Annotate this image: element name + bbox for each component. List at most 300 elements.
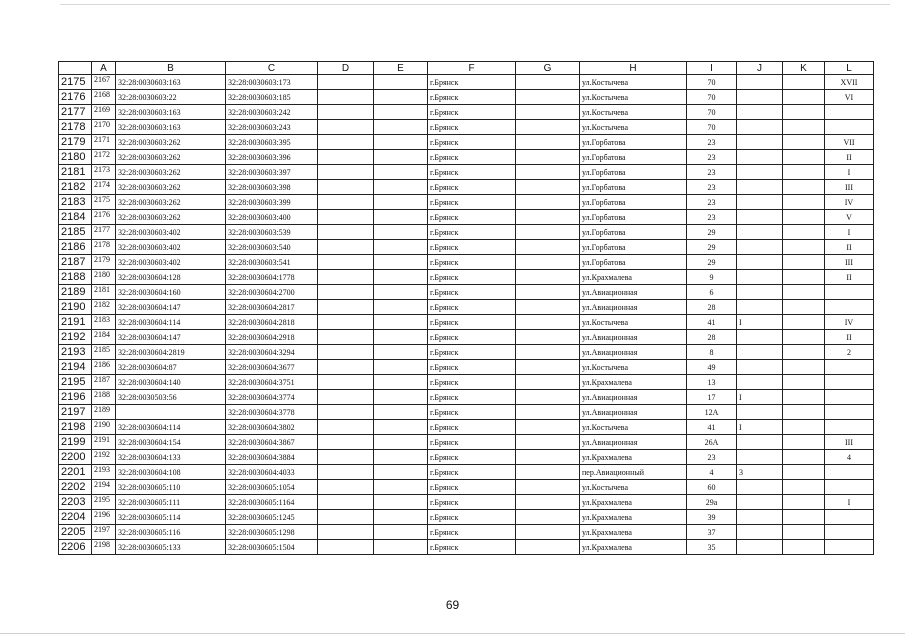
cell-l: [825, 285, 874, 300]
cell-e: [374, 450, 428, 465]
cell-f: г.Брянск: [428, 120, 516, 135]
table-row: [59, 330, 874, 345]
cell-e: [374, 270, 428, 285]
table-row: [59, 120, 874, 135]
cell-g: [516, 150, 580, 165]
row-number: 2192: [59, 330, 92, 345]
table-row: [59, 240, 874, 255]
cell-f: г.Брянск: [428, 150, 516, 165]
cell-j: [737, 495, 783, 510]
cell-c: 32:28:0030604:3751: [226, 375, 318, 390]
cell-i: 39: [687, 510, 737, 525]
row-number: 2175: [59, 75, 92, 90]
cell-f: г.Брянск: [428, 300, 516, 315]
cell-f: г.Брянск: [428, 270, 516, 285]
cell-h: ул.Крахмалева: [580, 375, 687, 390]
cell-a: 2179: [92, 255, 116, 270]
cell-c: 32:28:0030603:541: [226, 255, 318, 270]
cell-c: 32:28:0030603:397: [226, 165, 318, 180]
table-row: [59, 435, 874, 450]
cell-g: [516, 75, 580, 90]
table-row: [59, 420, 874, 435]
cell-k: [783, 540, 825, 555]
cell-e: [374, 165, 428, 180]
cell-g: [516, 135, 580, 150]
cell-b: 32:28:0030603:402: [116, 240, 226, 255]
cell-k: [783, 255, 825, 270]
table-row: [59, 180, 874, 195]
cell-h: ул.Горбатова: [580, 165, 687, 180]
cell-g: [516, 315, 580, 330]
column-header-i: I: [687, 62, 737, 75]
cell-k: [783, 420, 825, 435]
table-row: [59, 495, 874, 510]
cell-i: 23: [687, 210, 737, 225]
cell-j: [737, 450, 783, 465]
cell-l: VII: [825, 135, 874, 150]
cell-j: [737, 180, 783, 195]
cell-k: [783, 450, 825, 465]
cell-e: [374, 390, 428, 405]
cell-i: 9: [687, 270, 737, 285]
cell-d: [318, 150, 374, 165]
cell-e: [374, 240, 428, 255]
table-row: [59, 375, 874, 390]
cell-d: [318, 195, 374, 210]
cell-b: 32:28:0030604:147: [116, 330, 226, 345]
cell-g: [516, 210, 580, 225]
cell-k: [783, 360, 825, 375]
row-number: 2188: [59, 270, 92, 285]
cell-e: [374, 210, 428, 225]
cell-d: [318, 270, 374, 285]
cell-e: [374, 480, 428, 495]
cell-c: 32:28:0030604:2817: [226, 300, 318, 315]
cell-d: [318, 405, 374, 420]
cell-j: [737, 330, 783, 345]
cell-g: [516, 285, 580, 300]
cell-l: IV: [825, 315, 874, 330]
row-number: 2205: [59, 525, 92, 540]
cell-a: 2177: [92, 225, 116, 240]
cell-b: 32:28:0030604:154: [116, 435, 226, 450]
cell-e: [374, 135, 428, 150]
cell-j: [737, 165, 783, 180]
table-row: [59, 195, 874, 210]
cell-f: г.Брянск: [428, 255, 516, 270]
cell-c: 32:28:0030604:3778: [226, 405, 318, 420]
cell-d: [318, 495, 374, 510]
cell-f: г.Брянск: [428, 390, 516, 405]
cell-c: 32:28:0030605:1298: [226, 525, 318, 540]
cell-h: ул.Горбатова: [580, 150, 687, 165]
cell-c: 32:28:0030604:3677: [226, 360, 318, 375]
cell-a: 2197: [92, 525, 116, 540]
cell-a: 2185: [92, 345, 116, 360]
cell-k: [783, 330, 825, 345]
cell-c: 32:28:0030604:3774: [226, 390, 318, 405]
cell-b: 32:28:0030603:22: [116, 90, 226, 105]
cell-g: [516, 165, 580, 180]
cell-f: г.Брянск: [428, 375, 516, 390]
cell-a: 2188: [92, 390, 116, 405]
cell-k: [783, 240, 825, 255]
cell-b: 32:28:0030604:2819: [116, 345, 226, 360]
row-number: 2201: [59, 465, 92, 480]
cell-d: [318, 180, 374, 195]
cell-h: ул.Крахмалева: [580, 450, 687, 465]
cell-c: 32:28:0030604:2918: [226, 330, 318, 345]
row-number: 2176: [59, 90, 92, 105]
cell-l: [825, 300, 874, 315]
cell-h: ул.Авиационная: [580, 345, 687, 360]
cell-d: [318, 420, 374, 435]
row-number: 2203: [59, 495, 92, 510]
column-header-b: B: [116, 62, 226, 75]
cell-a: 2182: [92, 300, 116, 315]
cell-f: г.Брянск: [428, 330, 516, 345]
cell-k: [783, 390, 825, 405]
page-number: 69: [445, 598, 460, 612]
cell-h: ул.Горбатова: [580, 210, 687, 225]
cell-b: 32:28:0030605:116: [116, 525, 226, 540]
cell-c: 32:28:0030603:395: [226, 135, 318, 150]
bottom-rule: [0, 633, 905, 634]
cell-g: [516, 465, 580, 480]
cell-f: г.Брянск: [428, 540, 516, 555]
cell-h: ул.Костычева: [580, 120, 687, 135]
cell-a: 2181: [92, 285, 116, 300]
cell-h: ул.Авиационная: [580, 405, 687, 420]
cell-b: 32:28:0030605:133: [116, 540, 226, 555]
cell-e: [374, 120, 428, 135]
cell-j: 3: [737, 465, 783, 480]
cell-h: ул.Горбатова: [580, 195, 687, 210]
row-number: 2183: [59, 195, 92, 210]
cell-j: [737, 90, 783, 105]
cell-d: [318, 525, 374, 540]
cell-j: [737, 375, 783, 390]
cell-k: [783, 345, 825, 360]
cell-a: 2172: [92, 150, 116, 165]
cell-g: [516, 90, 580, 105]
cell-d: [318, 465, 374, 480]
cell-e: [374, 330, 428, 345]
cell-k: [783, 105, 825, 120]
cell-e: [374, 180, 428, 195]
column-header-e: E: [374, 62, 428, 75]
cell-h: ул.Костычева: [580, 360, 687, 375]
cell-b: 32:28:0030603:163: [116, 105, 226, 120]
cell-j: [737, 525, 783, 540]
cell-a: 2171: [92, 135, 116, 150]
cell-c: 32:28:0030603:185: [226, 90, 318, 105]
cell-a: 2187: [92, 375, 116, 390]
cell-f: г.Брянск: [428, 315, 516, 330]
top-rule: [60, 4, 890, 5]
cell-i: 37: [687, 525, 737, 540]
table-row: [59, 270, 874, 285]
row-number: 2193: [59, 345, 92, 360]
cell-i: 8: [687, 345, 737, 360]
cell-b: [116, 405, 226, 420]
row-number: 2189: [59, 285, 92, 300]
cell-l: II: [825, 240, 874, 255]
cell-d: [318, 210, 374, 225]
cell-f: г.Брянск: [428, 480, 516, 495]
cell-l: [825, 525, 874, 540]
cell-e: [374, 465, 428, 480]
row-number: 2194: [59, 360, 92, 375]
cell-i: 29: [687, 240, 737, 255]
cell-h: ул.Костычева: [580, 90, 687, 105]
cell-k: [783, 525, 825, 540]
cell-j: [737, 210, 783, 225]
cell-b: 32:28:0030605:111: [116, 495, 226, 510]
table-row: [59, 135, 874, 150]
cell-e: [374, 495, 428, 510]
cell-e: [374, 255, 428, 270]
cell-g: [516, 480, 580, 495]
cell-b: 32:28:0030604:128: [116, 270, 226, 285]
cell-d: [318, 510, 374, 525]
cell-a: 2196: [92, 510, 116, 525]
cell-l: 4: [825, 450, 874, 465]
column-header-corner: [59, 62, 92, 75]
cell-g: [516, 360, 580, 375]
cell-h: ул.Горбатова: [580, 135, 687, 150]
cell-g: [516, 255, 580, 270]
cell-c: 32:28:0030604:2818: [226, 315, 318, 330]
cell-b: 32:28:0030604:114: [116, 420, 226, 435]
cell-k: [783, 435, 825, 450]
cell-j: [737, 75, 783, 90]
cell-i: 23: [687, 180, 737, 195]
cell-k: [783, 90, 825, 105]
cell-l: [825, 390, 874, 405]
cell-f: г.Брянск: [428, 225, 516, 240]
cell-a: 2190: [92, 420, 116, 435]
cell-c: 32:28:0030603:539: [226, 225, 318, 240]
row-number: 2200: [59, 450, 92, 465]
cell-d: [318, 135, 374, 150]
cell-g: [516, 540, 580, 555]
row-number: 2178: [59, 120, 92, 135]
cell-i: 29: [687, 225, 737, 240]
cell-i: 17: [687, 390, 737, 405]
row-number: 2187: [59, 255, 92, 270]
cell-l: [825, 480, 874, 495]
row-number: 2202: [59, 480, 92, 495]
cell-e: [374, 510, 428, 525]
cell-c: 32:28:0030605:1164: [226, 495, 318, 510]
cell-a: 2168: [92, 90, 116, 105]
cell-i: 29: [687, 255, 737, 270]
cell-j: [737, 300, 783, 315]
table-body: [59, 75, 874, 555]
cell-j: [737, 405, 783, 420]
cell-i: 70: [687, 120, 737, 135]
column-header-k: K: [783, 62, 825, 75]
cell-l: VI: [825, 90, 874, 105]
cell-b: 32:28:0030503:56: [116, 390, 226, 405]
cell-i: 28: [687, 300, 737, 315]
cell-i: 70: [687, 75, 737, 90]
cell-b: 32:28:0030604:140: [116, 375, 226, 390]
cell-c: 32:28:0030605:1504: [226, 540, 318, 555]
cell-g: [516, 420, 580, 435]
cell-a: 2167: [92, 75, 116, 90]
cell-b: 32:28:0030605:110: [116, 480, 226, 495]
cell-h: ул.Костычева: [580, 480, 687, 495]
column-header-a: A: [92, 62, 116, 75]
cell-c: 32:28:0030604:2700: [226, 285, 318, 300]
cell-l: [825, 540, 874, 555]
cell-c: 32:28:0030603:242: [226, 105, 318, 120]
cell-j: [737, 225, 783, 240]
cell-l: I: [825, 165, 874, 180]
row-number: 2184: [59, 210, 92, 225]
row-number: 2196: [59, 390, 92, 405]
cell-h: ул.Крахмалева: [580, 270, 687, 285]
cell-c: 32:28:0030603:400: [226, 210, 318, 225]
cell-j: [737, 255, 783, 270]
cell-a: 2189: [92, 405, 116, 420]
cell-a: 2173: [92, 165, 116, 180]
cell-c: 32:28:0030605:1245: [226, 510, 318, 525]
row-number: 2180: [59, 150, 92, 165]
cell-b: 32:28:0030604:147: [116, 300, 226, 315]
cell-b: 32:28:0030603:262: [116, 195, 226, 210]
cell-c: 32:28:0030603:399: [226, 195, 318, 210]
cell-a: 2193: [92, 465, 116, 480]
cell-j: [737, 480, 783, 495]
cell-c: 32:28:0030605:1054: [226, 480, 318, 495]
cell-j: [737, 360, 783, 375]
cell-d: [318, 300, 374, 315]
cell-b: 32:28:0030603:262: [116, 180, 226, 195]
cell-i: 13: [687, 375, 737, 390]
cell-i: 35: [687, 540, 737, 555]
cell-i: 23: [687, 165, 737, 180]
table-row: [59, 525, 874, 540]
cell-e: [374, 360, 428, 375]
cell-i: 29а: [687, 495, 737, 510]
cell-g: [516, 180, 580, 195]
row-number: 2190: [59, 300, 92, 315]
cell-l: [825, 105, 874, 120]
row-number: 2177: [59, 105, 92, 120]
cell-g: [516, 495, 580, 510]
cell-a: 2183: [92, 315, 116, 330]
cell-j: [737, 345, 783, 360]
column-header-c: C: [226, 62, 318, 75]
cell-j: [737, 120, 783, 135]
cell-l: II: [825, 270, 874, 285]
cell-d: [318, 540, 374, 555]
cell-i: 49: [687, 360, 737, 375]
cell-d: [318, 255, 374, 270]
cell-c: 32:28:0030604:3294: [226, 345, 318, 360]
cell-l: [825, 405, 874, 420]
cell-a: 2176: [92, 210, 116, 225]
column-header-h: H: [580, 62, 687, 75]
cell-a: 2191: [92, 435, 116, 450]
row-number: 2198: [59, 420, 92, 435]
cell-k: [783, 300, 825, 315]
row-number: 2185: [59, 225, 92, 240]
cell-i: 23: [687, 450, 737, 465]
row-number: 2181: [59, 165, 92, 180]
cell-k: [783, 405, 825, 420]
cell-h: ул.Авиационная: [580, 300, 687, 315]
cell-h: ул.Горбатова: [580, 255, 687, 270]
cell-k: [783, 135, 825, 150]
table-row: [59, 285, 874, 300]
cell-h: ул.Крахмалева: [580, 495, 687, 510]
cell-f: г.Брянск: [428, 525, 516, 540]
cell-l: V: [825, 210, 874, 225]
cell-h: ул.Крахмалева: [580, 525, 687, 540]
cell-j: [737, 150, 783, 165]
cell-e: [374, 420, 428, 435]
cell-l: [825, 375, 874, 390]
cell-i: 23: [687, 150, 737, 165]
cell-h: ул.Авиационная: [580, 285, 687, 300]
column-header-l: L: [825, 62, 874, 75]
cell-a: 2184: [92, 330, 116, 345]
cell-a: 2180: [92, 270, 116, 285]
cell-e: [374, 225, 428, 240]
cell-d: [318, 345, 374, 360]
table-row: [59, 90, 874, 105]
cell-c: 32:28:0030604:3802: [226, 420, 318, 435]
cell-l: XVII: [825, 75, 874, 90]
cell-k: [783, 210, 825, 225]
cell-c: 32:28:0030603:243: [226, 120, 318, 135]
cell-k: [783, 465, 825, 480]
cell-f: г.Брянск: [428, 495, 516, 510]
cell-d: [318, 480, 374, 495]
cell-h: пер.Авиационный: [580, 465, 687, 480]
cell-g: [516, 300, 580, 315]
cell-l: II: [825, 150, 874, 165]
cell-j: [737, 510, 783, 525]
cell-d: [318, 285, 374, 300]
cell-f: г.Брянск: [428, 135, 516, 150]
cell-b: 32:28:0030603:163: [116, 75, 226, 90]
cell-i: 41: [687, 420, 737, 435]
cell-h: ул.Костычева: [580, 420, 687, 435]
cell-e: [374, 105, 428, 120]
cell-b: 32:28:0030604:114: [116, 315, 226, 330]
table-row: [59, 345, 874, 360]
cell-k: [783, 480, 825, 495]
cell-a: 2186: [92, 360, 116, 375]
cell-h: ул.Костычева: [580, 75, 687, 90]
cell-k: [783, 180, 825, 195]
cell-d: [318, 435, 374, 450]
row-number: 2206: [59, 540, 92, 555]
cell-f: г.Брянск: [428, 210, 516, 225]
cell-f: г.Брянск: [428, 75, 516, 90]
column-header-f: F: [428, 62, 516, 75]
cell-f: г.Брянск: [428, 240, 516, 255]
cell-j: [737, 270, 783, 285]
cell-g: [516, 510, 580, 525]
cell-i: 28: [687, 330, 737, 345]
cell-i: 60: [687, 480, 737, 495]
